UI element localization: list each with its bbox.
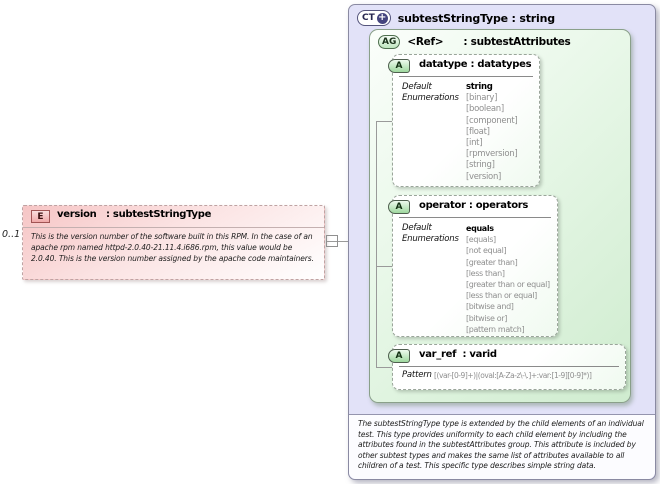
attribute-separator — [399, 366, 619, 367]
tree-connector-line — [376, 266, 392, 267]
attribute-group-box[interactable] — [369, 29, 631, 403]
attribute-title: operator : operators — [419, 200, 529, 211]
facet-values — [466, 82, 537, 184]
facet-value: [binary] — [466, 93, 498, 104]
facet-values — [466, 223, 555, 334]
element-icon: E — [31, 210, 50, 223]
complex-type-box[interactable] — [348, 4, 656, 480]
facet-value: [less than or equal] — [466, 291, 537, 301]
attribute-title: var_ref : varid — [419, 349, 497, 360]
facet-value: [less than] — [466, 268, 505, 278]
attribute-group-title: <Ref> : subtestAttributes — [407, 36, 571, 48]
attribute-icon: A — [388, 200, 410, 214]
attribute-group-icon: AG — [378, 35, 400, 49]
attribute-title: datatype : datatypes — [419, 59, 532, 70]
attribute-box-operator[interactable] — [392, 195, 558, 337]
facet-value: equals — [466, 224, 494, 233]
tree-connector-line — [376, 121, 377, 368]
facet-value: [boolean] — [466, 104, 504, 115]
facet-label: Pattern — [402, 370, 432, 380]
facet-value: string — [466, 82, 493, 92]
complex-type-icon[interactable]: CT + — [357, 10, 391, 26]
attribute-box-var-ref[interactable] — [392, 344, 626, 390]
complex-type-annotation: The subtestStringType type is extended by the child elements of an individual test. This type provides uniformity to each child element by including the attributes found in the subtestAttributes group. This attribute is included by other subtest types and makes the same list of attributes available to all children of a test. This specific type describes simple string data. — [349, 414, 655, 479]
facet-value: [float] — [466, 126, 490, 137]
facet-label: Default — [402, 223, 432, 233]
facet-value: [equals] — [466, 235, 496, 245]
facet-value: [pattern match] — [466, 324, 525, 334]
element-documentation: This is the version number of the software built in this RPM. In the case of an apache rpm named httpd-2.0.40-21.11.4.i686.rpm, this value would be 2.0.40. This is the version number assigned by the apache code maintainers. — [31, 232, 314, 263]
attribute-separator — [399, 217, 551, 218]
facet-value: [version] — [466, 171, 502, 182]
facet-value: [not equal] — [466, 246, 507, 256]
facet-value: [bitwise and] — [466, 302, 514, 312]
facet-value: [component] — [466, 115, 518, 126]
attribute-separator — [399, 76, 533, 77]
facet-label: Enumerations — [402, 93, 459, 104]
element-title: version : subtestStringType — [57, 209, 212, 220]
attribute-facets — [402, 370, 623, 387]
tree-connector-line — [376, 367, 392, 368]
facet-value: [string] — [466, 160, 495, 171]
facet-label: Enumerations — [402, 234, 459, 245]
element-box-version[interactable] — [22, 205, 325, 280]
facet-value: [bitwise or] — [466, 313, 508, 323]
attribute-icon: A — [388, 349, 410, 363]
attribute-icon: A — [388, 59, 410, 73]
attribute-group-header — [378, 35, 571, 49]
element-separator — [23, 227, 324, 228]
facet-values — [434, 370, 623, 387]
complex-type-header — [357, 10, 555, 26]
facet-value: [int] — [466, 138, 483, 149]
facet-value: [(var-[0-9]+)|(oval:[A-Za-z\-\.]+:var:[1-9][0-9]*)] — [434, 371, 592, 380]
facet-value: [rpmversion] — [466, 149, 518, 160]
collapse-toggle-icon[interactable] — [326, 235, 338, 247]
tree-connector-line — [376, 121, 392, 122]
attribute-facets — [402, 223, 555, 334]
facet-labels — [402, 370, 434, 387]
facet-value: [greater than] — [466, 257, 518, 267]
facet-value: [greater than or equal] — [466, 280, 550, 290]
complex-type-title: subtestStringType : string — [397, 11, 555, 25]
occurrence-label: 0..1 — [2, 229, 21, 240]
facet-labels — [402, 223, 466, 334]
facet-labels — [402, 82, 466, 184]
facet-label: Default — [402, 82, 432, 92]
attribute-box-datatype[interactable] — [392, 54, 540, 187]
expand-icon[interactable]: + — [378, 11, 387, 23]
attribute-facets — [402, 82, 537, 184]
